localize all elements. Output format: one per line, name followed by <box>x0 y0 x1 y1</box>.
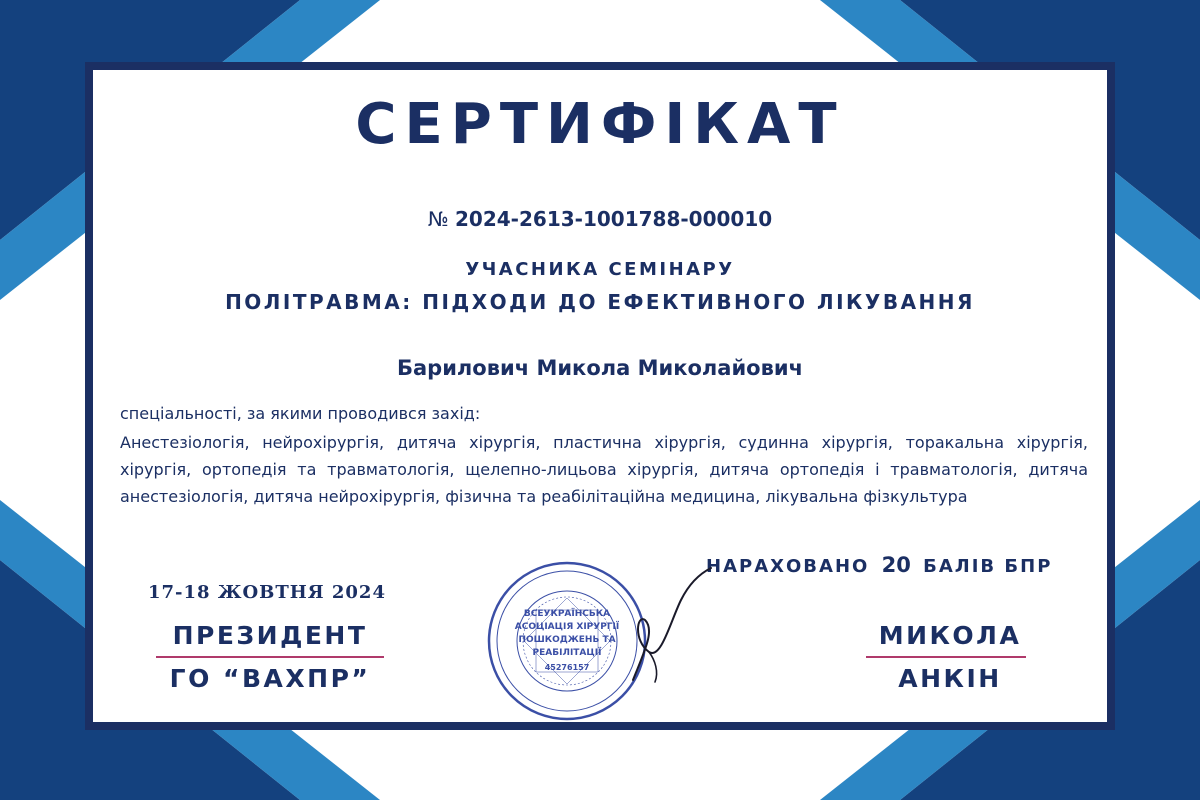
specialties-list: Анестезіологія, нейрохірургія, дитяча хірургія, пластична хірургія, судинна хірургія, торакальна хірургія, хірургія, ортопедія та травматологія, щелепно-лицьова хірургія, дитяча ортопедія і травматологія, дитяча анестезіологія, дитяча нейрохірургія, фізична та реабілітаційна медицина, лікувальна фізкультура <box>120 433 1088 506</box>
president-title: ПРЕЗИДЕНТ <box>172 621 368 650</box>
svg-text:АСОЦІАЦІЯ ХІРУРГІЇ: АСОЦІАЦІЯ ХІРУРГІЇ <box>514 622 620 632</box>
points-prefix: НАРАХОВАНО <box>706 556 870 577</box>
subtitle-seminar-topic: ПОЛІТРАВМА: ПІДХОДИ ДО ЕФЕКТИВНОГО ЛІКУВАННЯ <box>225 290 975 314</box>
number-prefix: № <box>427 207 449 231</box>
certificate-number <box>0 207 1200 231</box>
points-suffix: БАЛІВ БПР <box>923 556 1053 577</box>
subtitle-participant: УЧАСНИКА СЕМІНАРУ <box>465 259 735 280</box>
signatory-underline <box>866 656 1026 658</box>
svg-text:РЕАБІЛІТАЦІЇ: РЕАБІЛІТАЦІЇ <box>532 648 602 658</box>
specialties-intro: спеціальності, за якими проводився захід: <box>120 404 481 423</box>
president-underline <box>156 656 384 658</box>
points-awarded <box>706 553 1052 577</box>
svg-text:45276157: 45276157 <box>544 663 590 672</box>
organization-name: ГО “ВАХПР” <box>169 664 371 693</box>
signatory-first-name: МИКОЛА <box>878 621 1022 650</box>
signature-mark <box>615 560 725 690</box>
number-code: 2024-2613-1001788-000010 <box>455 207 773 231</box>
certificate-title: СЕРТИФІКАТ <box>355 92 845 157</box>
points-value: 20 <box>881 553 911 577</box>
recipient-name: Барилович Микола Миколайович <box>396 356 804 380</box>
event-date: 17-18 ЖОВТНЯ 2024 <box>148 582 386 603</box>
svg-text:ПОШКОДЖЕНЬ ТА: ПОШКОДЖЕНЬ ТА <box>518 635 616 645</box>
svg-text:ВСЕУКРАЇНСЬКА: ВСЕУКРАЇНСЬКА <box>523 609 611 619</box>
signatory-last-name: АНКІН <box>898 664 1002 693</box>
